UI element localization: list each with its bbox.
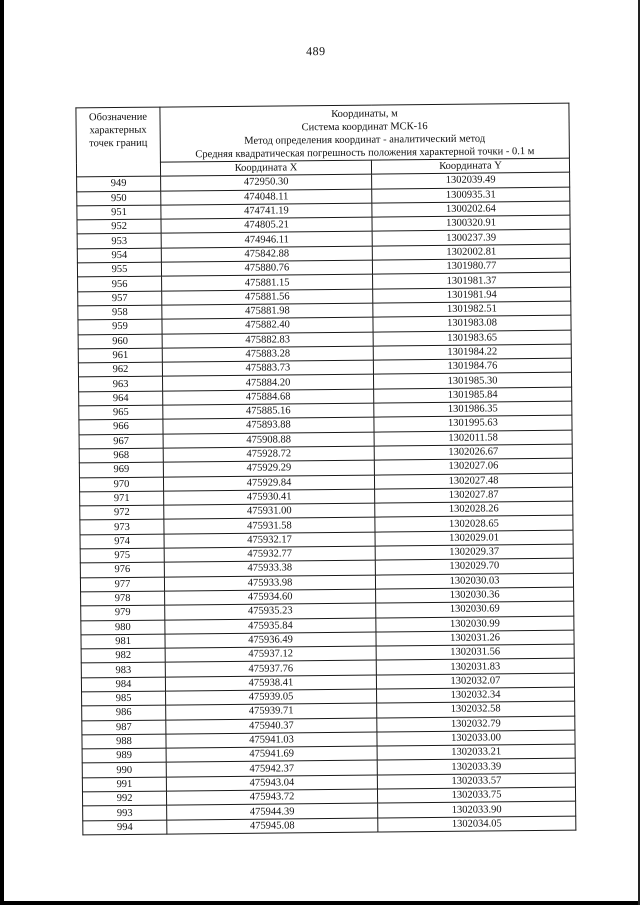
point-id-cell: 982 — [81, 648, 165, 663]
point-id-cell: 952 — [77, 219, 161, 234]
coord-x-cell: 475883.28 — [162, 346, 373, 362]
coord-x-cell: 475881.15 — [162, 274, 373, 290]
point-id-cell: 953 — [77, 234, 161, 249]
coord-y-cell: 1301981.37 — [373, 273, 571, 289]
point-id-cell: 977 — [80, 577, 164, 592]
coord-x-cell: 475893.88 — [163, 417, 374, 433]
coord-x-cell: 475882.40 — [162, 317, 373, 333]
coord-x-cell: 475929.84 — [163, 475, 374, 491]
coord-y-cell: 1302028.26 — [375, 501, 573, 517]
coord-x-cell: 475939.71 — [166, 703, 377, 719]
coord-x-cell: 475842.88 — [161, 246, 372, 262]
coord-x-cell: 475933.38 — [164, 560, 375, 576]
coord-y-cell: 1302011.58 — [374, 430, 572, 446]
coord-y-cell: 1300237.39 — [372, 230, 570, 246]
coord-x-cell: 475882.83 — [162, 332, 373, 348]
point-id-cell: 962 — [78, 362, 162, 377]
point-id-cell: 951 — [77, 205, 161, 220]
point-id-cell: 967 — [79, 434, 163, 449]
coord-x-cell: 475940.37 — [166, 718, 377, 734]
coord-x-cell: 475880.76 — [161, 260, 372, 276]
coord-x-cell: 475930.41 — [164, 489, 375, 505]
coord-x-cell: 475931.58 — [164, 517, 375, 533]
point-id-cell: 976 — [80, 562, 164, 577]
point-id-cell: 975 — [80, 548, 164, 563]
point-id-cell: 961 — [78, 348, 162, 363]
coord-y-cell: 1301984.22 — [373, 344, 571, 360]
coord-x-cell: 475943.72 — [166, 789, 377, 805]
coord-x-cell: 475943.04 — [166, 775, 377, 791]
coord-x-cell: 475884.68 — [163, 389, 374, 405]
coord-y-cell: 1302029.01 — [375, 530, 573, 546]
coord-y-cell: 1302033.21 — [377, 744, 575, 760]
coord-y-cell: 1301982.51 — [373, 301, 571, 317]
coord-y-cell: 1302033.75 — [377, 787, 575, 803]
point-id-cell: 958 — [78, 305, 162, 320]
column-header-y: Координата Y — [371, 158, 569, 174]
coord-y-cell: 1302030.03 — [375, 573, 573, 589]
header-right-line: Координаты, м — [331, 108, 398, 120]
coord-x-cell: 475928.72 — [163, 446, 374, 462]
coord-x-cell: 475941.03 — [166, 732, 377, 748]
coord-x-cell: 475934.60 — [165, 589, 376, 605]
point-id-cell: 960 — [78, 334, 162, 349]
coord-x-cell: 475883.73 — [162, 360, 373, 376]
page-number: 489 — [306, 44, 326, 59]
coord-x-cell: 475908.88 — [163, 432, 374, 448]
point-id-cell: 972 — [80, 505, 164, 520]
point-designation-header — [76, 107, 161, 177]
coord-x-cell: 475932.17 — [164, 532, 375, 548]
point-id-cell: 974 — [80, 534, 164, 549]
coord-x-cell: 475933.98 — [164, 575, 375, 591]
point-id-cell: 994 — [83, 820, 167, 835]
point-id-cell: 969 — [79, 462, 163, 477]
point-id-cell: 978 — [81, 591, 165, 606]
coord-x-cell: 475932.77 — [164, 546, 375, 562]
coord-x-cell: 474946.11 — [161, 232, 372, 248]
coord-x-cell: 474741.19 — [161, 203, 372, 219]
point-id-cell: 971 — [80, 491, 164, 506]
coord-y-cell: 1301981.94 — [373, 287, 571, 303]
coord-y-cell: 1302033.57 — [377, 773, 575, 789]
coord-x-cell: 475942.37 — [166, 761, 377, 777]
coord-x-cell: 474048.11 — [161, 189, 372, 205]
coord-x-cell: 475936.49 — [165, 632, 376, 648]
coord-x-cell: 475937.76 — [165, 660, 376, 676]
point-id-cell: 970 — [79, 477, 163, 492]
coord-x-cell: 475931.00 — [164, 503, 375, 519]
coord-y-cell: 1302030.99 — [376, 616, 574, 632]
coord-y-cell: 1302031.26 — [376, 630, 574, 646]
point-id-cell: 973 — [80, 520, 164, 535]
header-left-line: точек границ — [89, 137, 148, 150]
point-id-cell: 966 — [79, 419, 163, 434]
coord-y-cell: 1301985.84 — [374, 387, 572, 403]
coord-y-cell: 1302027.87 — [375, 487, 573, 503]
point-id-cell: 965 — [79, 405, 163, 420]
point-id-cell: 963 — [79, 377, 163, 392]
column-header-x: Координата X — [160, 160, 371, 176]
coord-y-cell: 1302039.49 — [372, 172, 570, 188]
point-id-cell: 989 — [82, 748, 166, 763]
coord-y-cell: 1302031.83 — [376, 659, 574, 675]
coord-y-cell: 1302029.70 — [375, 558, 573, 574]
coord-y-cell: 1302029.37 — [375, 544, 573, 560]
coord-y-cell: 1302033.39 — [377, 759, 575, 775]
coord-y-cell: 1300202.64 — [372, 201, 570, 217]
point-id-cell: 991 — [82, 777, 166, 792]
point-id-cell: 993 — [83, 805, 167, 820]
coord-y-cell: 1302026.67 — [374, 444, 572, 460]
point-id-cell: 992 — [82, 791, 166, 806]
header-left-line: Обозначение — [88, 111, 148, 124]
header-right-line: Средняя квадратическая погрешность положения характерной точки - 0.1 м — [195, 146, 535, 161]
coord-y-cell: 1302034.05 — [378, 816, 576, 832]
point-id-cell: 957 — [78, 291, 162, 306]
coord-y-cell: 1302032.34 — [377, 687, 575, 703]
header-left-line: характерных — [89, 124, 147, 137]
coord-x-cell: 475885.16 — [163, 403, 374, 419]
point-id-cell: 968 — [79, 448, 163, 463]
point-id-cell: 985 — [82, 691, 166, 706]
coord-y-cell: 1301986.35 — [374, 401, 572, 417]
coord-y-cell: 1302028.65 — [375, 516, 573, 532]
coord-y-cell: 1302030.69 — [376, 601, 574, 617]
coord-y-cell: 1301995.63 — [374, 416, 572, 432]
coord-x-cell: 475935.84 — [165, 618, 376, 634]
coord-y-cell: 1302030.36 — [376, 587, 574, 603]
coord-y-cell: 1302031.56 — [376, 644, 574, 660]
point-id-cell: 959 — [78, 319, 162, 334]
coordinates-table — [75, 103, 576, 836]
coord-x-cell: 475881.56 — [162, 289, 373, 305]
coord-x-cell: 475938.41 — [165, 675, 376, 691]
point-id-cell: 949 — [77, 176, 161, 191]
point-id-cell: 984 — [81, 677, 165, 692]
coord-x-cell: 475941.69 — [166, 746, 377, 762]
coord-y-cell: 1301983.08 — [373, 315, 571, 331]
point-id-cell: 980 — [81, 620, 165, 635]
coord-y-cell: 1302033.00 — [377, 730, 575, 746]
header-right-line: Метод определения координат - аналитический метод — [244, 133, 486, 147]
coord-y-cell: 1302032.58 — [377, 701, 575, 717]
coord-y-cell: 1301985.30 — [373, 373, 571, 389]
coord-y-cell: 1300935.31 — [372, 187, 570, 203]
point-id-cell: 950 — [77, 191, 161, 206]
coordinates-header — [160, 103, 570, 162]
coord-y-cell: 1301984.76 — [373, 358, 571, 374]
coord-x-cell: 475935.23 — [165, 603, 376, 619]
coord-x-cell: 475929.29 — [163, 460, 374, 476]
point-id-cell: 983 — [81, 662, 165, 677]
point-id-cell: 955 — [77, 262, 161, 277]
coord-x-cell: 475945.08 — [167, 818, 378, 834]
point-id-cell: 990 — [82, 763, 166, 778]
coord-x-cell: 475937.12 — [165, 646, 376, 662]
point-id-cell: 986 — [82, 705, 166, 720]
point-id-cell: 988 — [82, 734, 166, 749]
coord-y-cell: 1302032.07 — [376, 673, 574, 689]
coord-y-cell: 1302033.90 — [378, 802, 576, 818]
point-id-cell: 964 — [79, 391, 163, 406]
table-header-row — [76, 103, 570, 163]
point-id-cell: 987 — [82, 720, 166, 735]
header-right-line: Система координат МСК-16 — [301, 121, 428, 134]
coord-y-cell: 1302032.79 — [377, 716, 575, 732]
coord-y-cell: 1302027.06 — [374, 458, 572, 474]
point-id-cell: 954 — [77, 248, 161, 263]
coord-y-cell: 1302027.48 — [374, 473, 572, 489]
coord-x-cell: 475944.39 — [167, 803, 378, 819]
coord-x-cell: 475884.20 — [162, 375, 373, 391]
coord-y-cell: 1301980.77 — [372, 258, 570, 274]
point-id-cell: 981 — [81, 634, 165, 649]
coord-x-cell: 475939.05 — [166, 689, 377, 705]
coord-x-cell: 475881.98 — [162, 303, 373, 319]
coord-y-cell: 1300320.91 — [372, 215, 570, 231]
coord-x-cell: 472950.30 — [161, 174, 372, 190]
coord-y-cell: 1301983.65 — [373, 330, 571, 346]
coord-y-cell: 1302002.81 — [372, 244, 570, 260]
coord-x-cell: 474805.21 — [161, 217, 372, 233]
point-id-cell: 979 — [81, 605, 165, 620]
point-id-cell: 956 — [78, 276, 162, 291]
